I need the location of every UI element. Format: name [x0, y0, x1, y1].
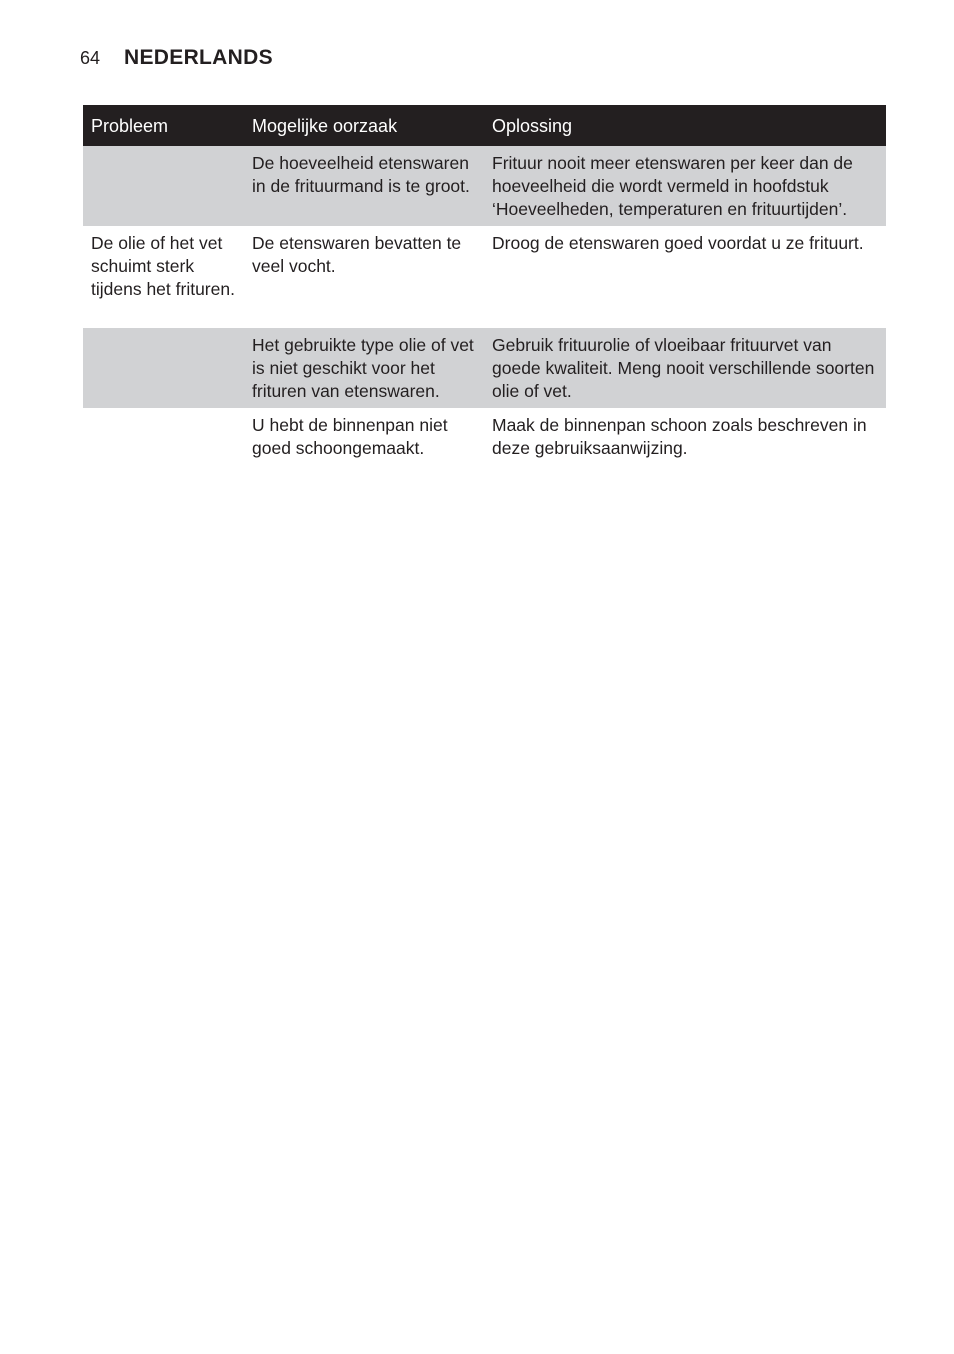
solution-cell: Droog de etenswaren goed voordat u ze frituurt. [492, 233, 864, 253]
cause-cell: U hebt de binnenpan niet goed schoongemaakt. [252, 415, 448, 458]
table-header-row [83, 105, 886, 146]
page-header [80, 46, 273, 70]
cause-cell: Het gebruikte type olie of vet is niet geschikt voor het frituren van etenswaren. [252, 335, 474, 401]
troubleshooting-table [83, 105, 886, 478]
section-title: NEDERLANDS [124, 46, 273, 69]
table-row [83, 146, 886, 226]
table-row [83, 226, 886, 328]
column-header-cause: Mogelijke oorzaak [252, 115, 398, 136]
solution-cell: Gebruik frituurolie of vloeibaar frituurvet van goede kwaliteit. Meng nooit verschillende soorten olie of vet. [492, 335, 875, 401]
table-row [83, 408, 886, 478]
problem-cell: De olie of het vet schuimt sterk tijdens het frituren. [91, 233, 235, 299]
page-number: 64 [80, 48, 101, 68]
solution-cell: Frituur nooit meer etenswaren per keer dan de hoeveelheid die wordt vermeld in hoofdstuk ‘Hoeveelheden, temperaturen en frituurtijden’. [492, 153, 853, 219]
problem-cell [83, 408, 244, 478]
problem-cell [83, 146, 244, 226]
cause-cell: De hoeveelheid etenswaren in de frituurmand is te groot. [252, 153, 470, 196]
column-header-solution: Oplossing [492, 115, 573, 136]
cause-cell: De etenswaren bevatten te veel vocht. [252, 233, 462, 276]
solution-cell: Maak de binnenpan schoon zoals beschreven in deze gebruiksaanwijzing. [492, 415, 867, 458]
table-row [83, 328, 886, 408]
problem-cell [83, 328, 244, 408]
column-header-problem: Probleem [91, 115, 169, 136]
